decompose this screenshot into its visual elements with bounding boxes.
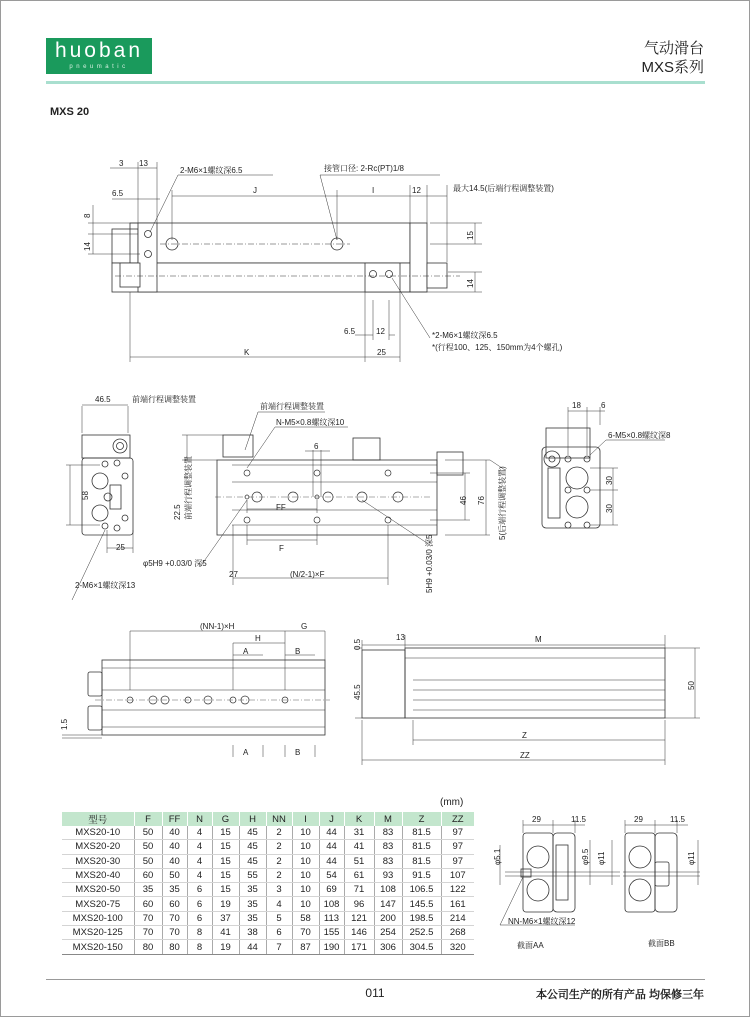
dim-I: I	[372, 186, 375, 195]
table-cell: 4	[266, 897, 292, 911]
column-header: Z	[402, 812, 441, 826]
rear-adjuster-label: 5(后端行程调整装置)	[498, 466, 507, 540]
dim-46: 46	[459, 496, 468, 505]
dim-45-5: 45.5	[353, 684, 362, 700]
table-cell: 304.5	[402, 940, 441, 954]
table-cell: MXS20-30	[62, 854, 134, 868]
table-cell: 19	[212, 940, 239, 954]
table-cell: 15	[212, 883, 239, 897]
table-cell: 40	[162, 840, 187, 854]
table-cell: 254	[374, 926, 402, 940]
table-cell: 121	[344, 911, 374, 925]
table-cell: 145.5	[402, 897, 441, 911]
table-cell: 6	[187, 897, 212, 911]
page-number: 011	[365, 986, 385, 1000]
column-header: N	[187, 812, 212, 826]
dim-K: K	[244, 348, 250, 357]
dim-13: 13	[139, 159, 148, 168]
table-cell: 190	[319, 940, 344, 954]
table-cell: 2	[266, 826, 292, 840]
table-cell: 106.5	[402, 883, 441, 897]
front-adjuster-vertical: 前端行程调整装置	[184, 456, 193, 520]
dim-Z: Z	[522, 731, 527, 740]
table-cell: 54	[319, 868, 344, 882]
table-cell: 8	[187, 926, 212, 940]
bottom-view-drawing	[60, 622, 330, 757]
table-cell: 80	[162, 940, 187, 954]
table-cell: 44	[319, 826, 344, 840]
column-header: M	[374, 812, 402, 826]
table-cell: 45	[239, 840, 266, 854]
model-heading: MXS 20	[50, 106, 90, 118]
table-cell: 2	[266, 840, 292, 854]
table-cell: 35	[239, 911, 266, 925]
aa-dim-9-5: φ9.5	[581, 848, 590, 865]
aa-dim-11-5: 11.5	[571, 815, 586, 824]
table-cell: 252.5	[402, 926, 441, 940]
table-cell: 171	[344, 940, 374, 954]
table-cell: 96	[344, 897, 374, 911]
side-view-drawing	[143, 401, 507, 593]
table-cell: 306	[374, 940, 402, 954]
table-cell: 3	[266, 883, 292, 897]
right-end-view-drawing	[542, 401, 671, 528]
column-header: H	[239, 812, 266, 826]
dim-30-upper: 30	[605, 476, 614, 485]
table-row	[62, 897, 474, 911]
dim-50: 50	[687, 681, 696, 690]
table-cell: 6	[266, 926, 292, 940]
table-cell: 10	[292, 883, 319, 897]
logo-subtitle: pneumatic	[69, 64, 129, 70]
aa-dim-11: φ11	[597, 851, 606, 865]
dim-6: 6	[314, 442, 319, 451]
table-cell: 10	[292, 854, 319, 868]
table-cell: 60	[134, 868, 162, 882]
dim-H: H	[255, 634, 261, 643]
table-cell: 45	[239, 854, 266, 868]
bb-dim-11: φ11	[687, 851, 696, 865]
side-view-2-drawing	[353, 633, 700, 765]
dimension-table	[62, 812, 474, 955]
dim-6-right: 6	[601, 401, 606, 410]
table-cell: 35	[162, 883, 187, 897]
table-cell: 37	[212, 911, 239, 925]
table-cell: 108	[319, 897, 344, 911]
dim-25-end: 25	[116, 543, 125, 552]
column-header: G	[212, 812, 239, 826]
table-row	[62, 883, 474, 897]
column-header: I	[292, 812, 319, 826]
column-header: FF	[162, 812, 187, 826]
warranty-note: 本公司生产的所有产品 均保修三年	[535, 989, 704, 1001]
table-cell: 45	[239, 826, 266, 840]
table-cell: 81.5	[402, 840, 441, 854]
table-cell: 83	[374, 840, 402, 854]
dim-25: 25	[377, 348, 386, 357]
table-cell: MXS20-75	[62, 897, 134, 911]
table-cell: 40	[162, 854, 187, 868]
table-cell: 4	[187, 868, 212, 882]
table-cell: 15	[212, 826, 239, 840]
table-cell: 55	[239, 868, 266, 882]
table-cell: 51	[344, 854, 374, 868]
table-cell: 10	[292, 897, 319, 911]
table-cell: 50	[134, 854, 162, 868]
section-a-bottom: A	[243, 748, 249, 757]
dim-6-5-bottom: 6.5	[344, 327, 356, 336]
table-cell: 80	[134, 940, 162, 954]
dim-6-5: 6.5	[112, 189, 124, 198]
dim-14-right: 14	[466, 279, 475, 288]
table-cell: 31	[344, 826, 374, 840]
dim-76: 76	[477, 496, 486, 505]
star-thread-note: *2-M6×1螺纹深6.5	[432, 331, 498, 340]
dim-FF: FF	[276, 503, 286, 512]
table-cell: 44	[319, 854, 344, 868]
aa-thread-note: NN-M6×1螺纹深12	[508, 917, 576, 926]
table-cell: 58	[292, 911, 319, 925]
table-cell: 4	[187, 854, 212, 868]
table-cell: 2	[266, 868, 292, 882]
table-cell: 87	[292, 940, 319, 954]
table-row	[62, 911, 474, 925]
table-cell: 81.5	[402, 826, 441, 840]
table-cell: 60	[162, 897, 187, 911]
table-cell: 214	[441, 911, 474, 925]
table-cell: 71	[344, 883, 374, 897]
table-cell: 35	[239, 883, 266, 897]
table-cell: 15	[212, 868, 239, 882]
dim-8: 8	[83, 213, 92, 218]
table-row	[62, 840, 474, 854]
table-cell: 5	[266, 911, 292, 925]
table-cell: MXS20-50	[62, 883, 134, 897]
table-body	[62, 826, 474, 954]
stroke-note: *(行程100、125、150mm为4个螺孔)	[432, 343, 563, 352]
title-line-1: 气动滑台	[643, 40, 704, 57]
port-note: 接管口径: 2-Rc(PT)1/8	[324, 164, 405, 173]
table-cell: 50	[134, 840, 162, 854]
pin-hole-note-vertical: 5H9 +0.03/0 深5	[425, 534, 434, 593]
table-cell: 4	[187, 826, 212, 840]
section-aa-label: 截面AA	[517, 941, 544, 950]
dim-12-bottom: 12	[376, 327, 385, 336]
side-thread-note: N-M5×0.8螺纹深10	[276, 418, 345, 427]
table-cell: 19	[212, 897, 239, 911]
dim-3: 3	[119, 159, 124, 168]
table-cell: 38	[239, 926, 266, 940]
table-header-row	[62, 812, 474, 826]
table-cell: 97	[441, 826, 474, 840]
table-cell: 41	[212, 926, 239, 940]
table-cell: MXS20-125	[62, 926, 134, 940]
dim-14: 14	[83, 242, 92, 251]
table-cell: 161	[441, 897, 474, 911]
dim-30-lower: 30	[605, 504, 614, 513]
table-cell: MXS20-40	[62, 868, 134, 882]
table-cell: 69	[319, 883, 344, 897]
dim-58: 58	[81, 491, 90, 500]
dim-15: 15	[466, 231, 475, 240]
section-bb-label: 截面BB	[648, 939, 675, 948]
dim-nn-h: (NN-1)×H	[200, 622, 235, 631]
front-adjuster-label: 前端行程调整装置	[132, 395, 196, 404]
table-row	[62, 940, 474, 954]
top-view-drawing	[83, 159, 563, 362]
dim-0-5: 0.5	[353, 638, 362, 650]
table-cell: 6	[187, 883, 212, 897]
table-cell: 91.5	[402, 868, 441, 882]
logo-wordmark: huoban	[54, 39, 144, 62]
table-cell: 83	[374, 854, 402, 868]
dim-22-5: 22.5	[173, 504, 182, 520]
table-cell: 113	[319, 911, 344, 925]
dim-ZZ: ZZ	[520, 751, 530, 760]
table-cell: 35	[239, 897, 266, 911]
table-cell: 320	[441, 940, 474, 954]
table-cell: 8	[187, 940, 212, 954]
table-cell: 50	[134, 826, 162, 840]
table-cell: MXS20-100	[62, 911, 134, 925]
front-adjuster-label-side: 前端行程调整装置	[260, 402, 324, 411]
column-header: K	[344, 812, 374, 826]
table-row	[62, 926, 474, 940]
table-cell: 6	[187, 911, 212, 925]
table-cell: 15	[212, 840, 239, 854]
table-cell: 70	[162, 911, 187, 925]
table-unit: (mm)	[440, 797, 464, 808]
table-cell: 97	[441, 840, 474, 854]
table-cell: 81.5	[402, 854, 441, 868]
dim-J: J	[253, 186, 257, 195]
table-cell: MXS20-10	[62, 826, 134, 840]
table-cell: 70	[292, 926, 319, 940]
section-b-bottom: B	[295, 748, 301, 757]
column-header: F	[134, 812, 162, 826]
table-cell: 147	[374, 897, 402, 911]
column-header: J	[319, 812, 344, 826]
dim-F: F	[279, 544, 284, 553]
dim-46-5: 46.5	[95, 395, 111, 404]
table-cell: 108	[374, 883, 402, 897]
bb-dim-11-5: 11.5	[670, 815, 685, 824]
section-aa-drawing	[493, 815, 620, 950]
column-header: ZZ	[441, 812, 474, 826]
table-cell: 61	[344, 868, 374, 882]
dim-M: M	[535, 635, 542, 644]
bb-dim-29: 29	[634, 815, 643, 824]
table-row	[62, 868, 474, 882]
section-a-top: A	[243, 647, 249, 656]
dim-n-f: (N/2-1)×F	[290, 570, 325, 579]
table-cell: 107	[441, 868, 474, 882]
table-cell: 70	[134, 926, 162, 940]
table-cell: 44	[319, 840, 344, 854]
table-cell: 70	[134, 911, 162, 925]
dim-18: 18	[572, 401, 581, 410]
table-cell: 15	[212, 854, 239, 868]
table-cell: 50	[162, 868, 187, 882]
table-cell: 200	[374, 911, 402, 925]
table-cell: 83	[374, 826, 402, 840]
column-header: 型号	[62, 812, 134, 826]
title-line-2: MXS系列	[641, 59, 704, 76]
table-cell: 44	[239, 940, 266, 954]
table-cell: 4	[187, 840, 212, 854]
table-cell: 60	[134, 897, 162, 911]
table-row	[62, 826, 474, 840]
table-cell: 97	[441, 854, 474, 868]
table-cell: 70	[162, 926, 187, 940]
table-cell: 93	[374, 868, 402, 882]
table-cell: 122	[441, 883, 474, 897]
left-end-view-drawing	[66, 394, 196, 600]
table-cell: MXS20-20	[62, 840, 134, 854]
table-cell: 198.5	[402, 911, 441, 925]
dim-27: 27	[229, 570, 238, 579]
table-cell: 146	[344, 926, 374, 940]
section-bb-drawing	[623, 815, 700, 948]
table-cell: 2	[266, 854, 292, 868]
right-thread-note: 6-M5×0.8螺纹深8	[608, 431, 671, 440]
table-cell: 10	[292, 840, 319, 854]
dim-G: G	[301, 622, 308, 631]
column-header: NN	[266, 812, 292, 826]
table-cell: 10	[292, 868, 319, 882]
table-row	[62, 854, 474, 868]
dim-1-5: 1.5	[60, 718, 69, 730]
thread-note: 2-M6×1螺纹深6.5	[180, 166, 243, 175]
max-stroke-note: 最大14.5(后端行程调整装置)	[453, 184, 554, 193]
table-cell: 40	[162, 826, 187, 840]
aa-dim-5-1: φ5.1	[493, 848, 502, 865]
end-thread-note: 2-M6×1螺纹深13	[75, 581, 136, 590]
footer-divider	[46, 979, 705, 980]
section-b-top: B	[295, 647, 301, 656]
dim-13-side: 13	[396, 633, 405, 642]
table-cell: 155	[319, 926, 344, 940]
pin-hole-note: φ5H9 +0.03/0 深5	[143, 559, 207, 568]
dim-12: 12	[412, 186, 421, 195]
table-cell: 268	[441, 926, 474, 940]
table-cell: MXS20-150	[62, 940, 134, 954]
table-cell: 41	[344, 840, 374, 854]
table-cell: 10	[292, 826, 319, 840]
table-cell: 35	[134, 883, 162, 897]
aa-dim-29: 29	[532, 815, 541, 824]
table-cell: 7	[266, 940, 292, 954]
